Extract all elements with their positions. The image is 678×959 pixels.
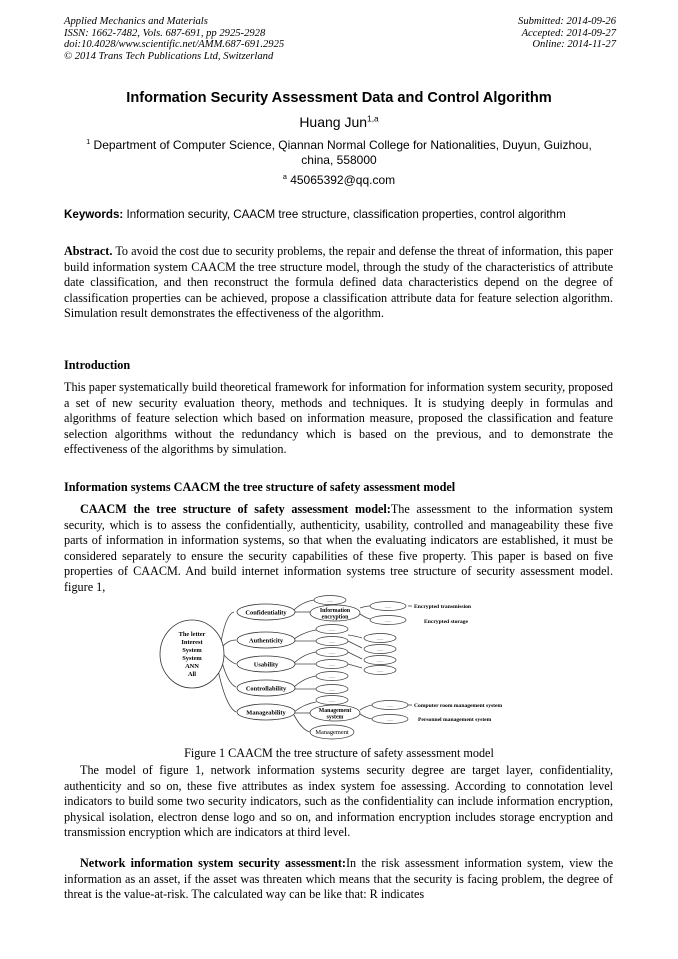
edge-use-3 [348, 652, 362, 659]
dots-11: ...... [376, 635, 384, 641]
email-sup: a [282, 172, 287, 181]
label-info-enc-1: Information [319, 608, 351, 614]
edge-infoenc-2 [360, 614, 370, 619]
dots-12: ...... [376, 646, 384, 652]
root-text-2: Interest [181, 639, 203, 646]
keywords-text: Information security, CAACM tree structure, classification properties, control algorithm [126, 208, 566, 221]
dots-5: ...... [328, 661, 336, 667]
dots-16: ...... [386, 716, 394, 722]
author-line [40, 114, 638, 130]
label-controllability: Controllability [245, 685, 287, 693]
label-info-enc-2: encryption [321, 614, 349, 621]
introduction-heading: Introduction [64, 358, 131, 372]
dots-4: ...... [328, 649, 336, 655]
issn: ISSN: 1662-7482, Vols. 687-691, pp 2925-2928 [64, 27, 266, 39]
edge-mngsys-1 [360, 705, 372, 710]
dots-3: ...... [328, 638, 336, 644]
root-text-3: System [182, 647, 202, 654]
edge-use-1 [294, 652, 316, 663]
journal-name: Applied Mechanics and Materials [64, 16, 208, 27]
affil-line2: china, 558000 [301, 153, 377, 167]
abstract-label: Abstract. [64, 244, 113, 258]
assessment-lead: Network information system security assessment: [80, 856, 346, 870]
section2-heading: Information systems CAACM the tree structure of safety assessment model [64, 480, 456, 494]
affil-sup: 1 [86, 137, 91, 146]
section2-paragraph-1 [64, 502, 613, 595]
accepted-date: Accepted: 2014-09-27 [521, 27, 616, 39]
online-date: Online: 2014-11-27 [532, 39, 616, 51]
label-management: Management [315, 729, 349, 736]
introduction-text: This paper systematically build theoretical framework for information for information system security, proposed a set of new security evaluation theory, methods and techniques. It is studying deeply in formulas and algorithms of feature selection which based on information measure, proposed the classification and feature selection algorithms without the redundancy which is based on the previous, and to demonstrate the effectiveness of the algorithms by simulation. [64, 380, 613, 456]
section2-paragraph-2: The model of figure 1, network information systems security degree are target layer, confidentiality, authenticity and so on, these five attributes as index system foe assessing. According to connotation level indicators to build some two security indicators, such as the confidentiality can include information encryption, physical isolation, electron dense logo and so on, and information encryption includes storage encryption and transmission encryption which are indicators at third level. [64, 763, 613, 839]
journal-header-right [518, 16, 616, 51]
root-text-4: System [182, 655, 202, 662]
author-name: Huang Jun [299, 114, 368, 130]
email-line [40, 173, 638, 187]
affiliation [64, 138, 614, 168]
submitted-date: Submitted: 2014-09-26 [518, 16, 616, 27]
label-usability: Usability [253, 661, 279, 669]
paper-title: Information Security Assessment Data and Control Algorithm [126, 90, 552, 106]
label-authenticity: Authenticity [248, 637, 284, 645]
edge-ctrl-1 [294, 676, 316, 687]
affil-line1: Department of Computer Science, Qiannan Normal College for Nationalities, Duyun, Guizhou, [93, 138, 592, 152]
edge-conf-dots [294, 600, 314, 610]
edge-root-authenticity [222, 640, 236, 647]
dots-10: ...... [384, 617, 392, 623]
dots-15: ...... [386, 702, 394, 708]
root-text-1: The letter [178, 631, 206, 638]
edge-mng-3 [294, 715, 310, 732]
doi: doi:10.4028/www.scientific.net/AMM.687-691.2925 [64, 39, 285, 51]
journal-header-left [64, 16, 284, 62]
figure-1-caption: Figure 1 CAACM the tree structure of safety assessment model [184, 746, 494, 760]
dots-13: ...... [376, 657, 384, 663]
model-lead: CAACM the tree structure of safety assessment model: [80, 502, 391, 516]
keywords-label: Keywords: [64, 208, 124, 221]
copyright: © 2014 Trans Tech Publications Ltd, Switzerland [64, 50, 274, 62]
edge-infoenc-1 [360, 606, 370, 608]
edge-root-controllability [222, 662, 236, 687]
edge-mngsys-2 [360, 714, 372, 719]
root-text-6: All [187, 671, 197, 678]
label-enc-transmission: Encrypted transmission [414, 604, 472, 610]
abstract-text: To avoid the cost due to security problems, the repair and defense the threat of information, this paper build information system CAACM the tree structure model, through the study of the characteristics of attribute date classification, and then reconstruct the formula defined data characteristics depend on the degree of classification properties can be achieved, propose a classification attribute data for feature selection algorithm. Simulation result demonstrates the effectiveness of the algorithm. [64, 244, 614, 320]
edge-auth-3 [348, 635, 362, 638]
root-text-5: ANN [185, 663, 199, 670]
label-mgmt-sys-2: system [326, 714, 344, 721]
dots-9: ...... [384, 603, 392, 609]
keywords [64, 208, 618, 221]
model-text: The assessment to the information system security, which is to assess the confidentially, authenticity, usability, controlled and manageability these five parts of information in information systems, so that when the evaluating indicators are established, it must be considered separately to ensure the security capabilities of these five property. This paper is based on five properties of CAACM. And build internet information systems tree structure of security assessment model. figure 1, [64, 502, 613, 594]
label-confidentiality: Confidentiality [245, 609, 287, 617]
label-manageability: Manageability [246, 709, 286, 717]
dots-6: ...... [328, 673, 336, 679]
edge-auth-1 [294, 630, 316, 639]
dots-8: ...... [328, 697, 336, 703]
email-address: 45065392@qq.com [290, 173, 396, 187]
edge-root-confidentiality [221, 612, 234, 642]
author-sup: 1,a [367, 113, 379, 124]
label-personnel-mgmt: Personnel management system [418, 717, 492, 723]
dots-14: ...... [376, 667, 384, 673]
label-mgmt-sys-1: Management [318, 708, 352, 714]
dots-2: ...... [328, 626, 336, 632]
dots-7: ...... [328, 686, 336, 692]
label-room-mgmt: Computer room management system [414, 703, 503, 709]
assessment-text: In the risk assessment information system, view the information as an asset, if the asset was threaten which means that the security is facing problem, the degree of threat is the value-at-risk. The calculated way can be like that: R indicates [64, 856, 613, 901]
abstract [64, 244, 613, 322]
figure-1-tree-diagram [150, 592, 550, 742]
edge-root-usability [223, 654, 236, 664]
edge-use-4 [348, 664, 362, 668]
section2-paragraph-3 [64, 856, 613, 903]
label-enc-storage: Encrypted storage [424, 619, 468, 625]
dots-1: ...... [326, 597, 334, 603]
edge-auth-4 [348, 641, 362, 648]
